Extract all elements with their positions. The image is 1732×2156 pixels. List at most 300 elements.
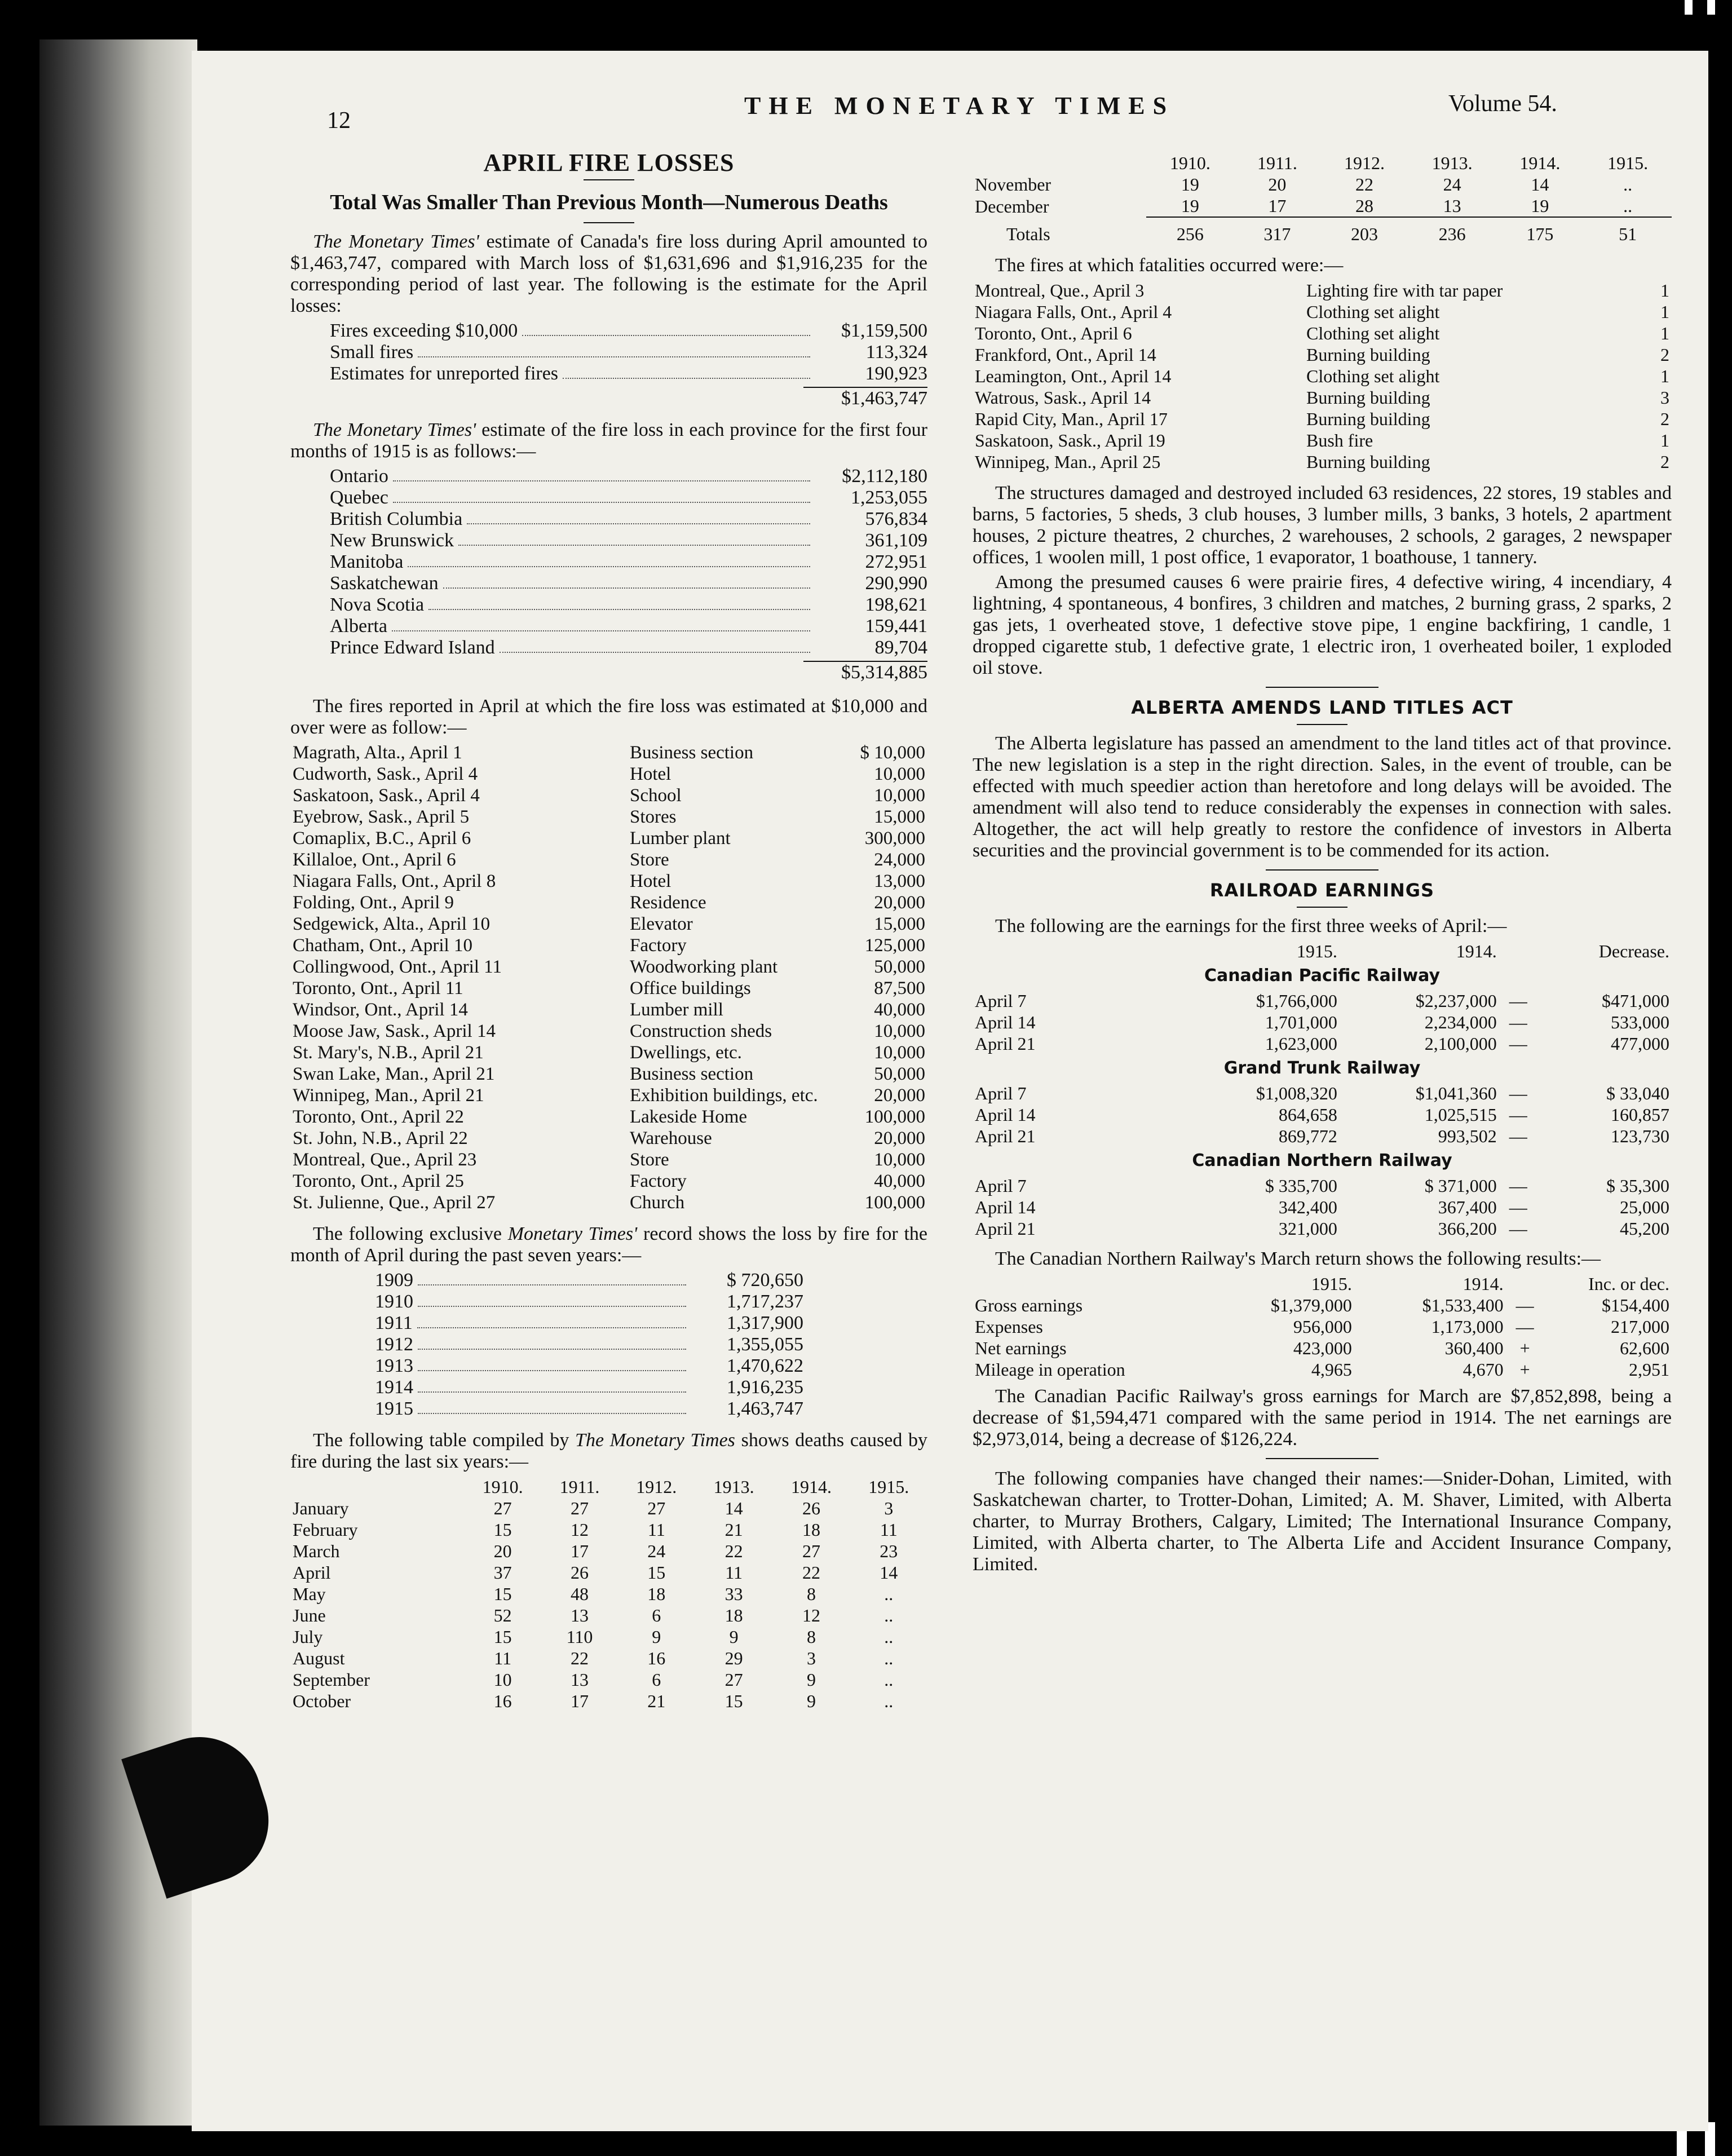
death-count: 10 xyxy=(493,1669,512,1690)
cnr-label: Expenses xyxy=(975,1316,1043,1337)
fire-loss: 125,000 xyxy=(864,935,925,956)
province-row xyxy=(330,487,927,509)
change-value: 477,000 xyxy=(1611,1033,1669,1054)
fire-type: Warehouse xyxy=(630,1128,712,1148)
record-row xyxy=(375,1334,803,1355)
change-value: 25,000 xyxy=(1620,1197,1669,1217)
earnings-1914: $ 371,000 xyxy=(1424,1176,1497,1196)
fire-type: Dwellings, etc. xyxy=(630,1042,742,1063)
divider xyxy=(1297,907,1347,908)
fire-type: Hotel xyxy=(630,871,671,891)
fatality-row xyxy=(973,301,1672,322)
fire-type: Exhibition buildings, etc. xyxy=(630,1085,818,1106)
death-count: 27 xyxy=(724,1669,743,1690)
deaths-row xyxy=(290,1540,927,1562)
death-count: .. xyxy=(1623,174,1633,195)
deaths-table-continued xyxy=(973,152,1672,245)
death-count: 12 xyxy=(802,1605,820,1625)
dot-leader xyxy=(393,487,810,503)
row-label: 1912 xyxy=(375,1334,413,1355)
year-header: 1915. xyxy=(868,1477,909,1497)
row-value: 190,923 xyxy=(865,363,927,384)
fatal-table xyxy=(973,280,1672,472)
railroad-table xyxy=(973,940,1672,1239)
fire-place: Montreal, Que., April 23 xyxy=(293,1150,477,1170)
year-header: 1910. xyxy=(1169,153,1210,173)
row-label: Ontario xyxy=(330,466,388,487)
fire-loss: 100,000 xyxy=(864,1192,925,1213)
fatality-place: Leamington, Ont., April 14 xyxy=(975,366,1172,386)
fire-row xyxy=(290,806,927,828)
fire-place: Chatham, Ont., April 10 xyxy=(293,935,472,956)
province-row xyxy=(330,616,927,637)
fire-place: Collingwood, Ont., April 11 xyxy=(293,957,502,977)
railway-name: Canadian Northern Railway xyxy=(1192,1151,1452,1170)
row-value: 576,834 xyxy=(865,509,927,529)
earnings-row xyxy=(973,1125,1672,1147)
estimate-row xyxy=(330,320,927,342)
earnings-row xyxy=(973,1033,1672,1054)
row-label: 1914 xyxy=(375,1377,413,1398)
death-count: 22 xyxy=(724,1541,743,1561)
dot-leader xyxy=(417,1313,686,1328)
fatality-row xyxy=(973,408,1672,430)
fire-loss: 10,000 xyxy=(874,1042,925,1063)
change-value: 123,730 xyxy=(1611,1126,1669,1146)
fire-place: Winnipeg, Man., April 21 xyxy=(293,1085,484,1106)
year-header: 1912. xyxy=(636,1477,677,1497)
fire-row xyxy=(290,763,927,785)
month-label: August xyxy=(293,1648,345,1668)
deaths-table xyxy=(290,1476,927,1712)
row-label: 1910 xyxy=(375,1291,413,1312)
earnings-row xyxy=(973,1083,1672,1104)
death-count: 6 xyxy=(652,1669,661,1690)
death-count: 24 xyxy=(1443,174,1461,195)
fatality-count: 1 xyxy=(1660,323,1669,343)
death-count: 21 xyxy=(724,1519,743,1540)
row-value: 198,621 xyxy=(865,594,927,615)
dot-leader xyxy=(393,466,810,481)
row-value: 1,463,747 xyxy=(727,1398,803,1419)
fire-row xyxy=(290,1170,927,1192)
record-row xyxy=(375,1398,803,1420)
fire-type: Elevator xyxy=(630,914,693,934)
change-sign: — xyxy=(1516,1316,1534,1337)
province-intro: The Monetary Times' estimate of the fire loss in each province for the first four months of 1915 is as follows:— xyxy=(290,419,927,462)
col-header: 1914. xyxy=(1456,941,1497,961)
cnr-row xyxy=(973,1359,1672,1380)
fatality-cause: Clothing set alight xyxy=(1306,302,1440,322)
row-value: 1,916,235 xyxy=(727,1377,803,1398)
fatality-cause: Burning building xyxy=(1306,452,1430,472)
row-label: Nova Scotia xyxy=(330,594,425,615)
fire-place: St. Julienne, Que., April 27 xyxy=(293,1192,496,1213)
fatality-place: Toronto, Ont., April 6 xyxy=(975,323,1132,343)
dot-leader xyxy=(418,1355,686,1371)
death-count: 24 xyxy=(647,1541,666,1561)
row-value: 361,109 xyxy=(865,530,927,551)
fatality-cause: Clothing set alight xyxy=(1306,366,1440,386)
estimate-row xyxy=(330,363,927,385)
dot-leader xyxy=(458,530,810,546)
death-count: 18 xyxy=(647,1584,666,1604)
fire-loss: 15,000 xyxy=(874,807,925,827)
row-label: New Brunswick xyxy=(330,530,454,551)
row-label: 1909 xyxy=(375,1270,413,1291)
fire-place: Comaplix, B.C., April 6 xyxy=(293,828,471,849)
fire-row xyxy=(290,1063,927,1085)
fire-loss: 300,000 xyxy=(864,828,925,849)
alberta-paragraph: The Alberta legislature has passed an amendment to the land titles act of that province. The new legislation is a step in the right direction. Sales, in the event of trouble, can be effected with much speedier action than heretofore and long delays will be avoided. The amendment will also tend to reduce considerably the expenses in connection with sales. Altogether, the act will help greatly to restore the confidence of investors in Alberta securities and the provincial government is to be commended for its action. xyxy=(973,733,1672,861)
death-count: 28 xyxy=(1355,196,1373,216)
death-count: 37 xyxy=(493,1562,512,1583)
death-count: 19 xyxy=(1181,196,1199,216)
total-count: 203 xyxy=(1320,217,1408,245)
row-value: $2,112,180 xyxy=(842,466,927,487)
fire-loss: 20,000 xyxy=(874,893,925,913)
record-row xyxy=(375,1291,803,1313)
death-count: 20 xyxy=(493,1541,512,1561)
deaths-row xyxy=(290,1647,927,1669)
month-label: April xyxy=(293,1562,331,1583)
death-count: 29 xyxy=(724,1648,743,1668)
fire-type: Hotel xyxy=(630,764,671,784)
death-count: 27 xyxy=(493,1498,512,1518)
causes-paragraph: Among the presumed causes 6 were prairie fires, 4 defective wiring, 4 incendiary, 4 lightning, 4 spontaneous, 4 bonfires, 3 children and matches, 2 burning grass, 2 sparks, 2 gas jets, 1 overheated stove, 1 defective stove pipe, 1 engine backfiring, 1 candle, 1 dropped cigarette stub, 1 defective grate, 1 electric iron, 1 overheated boiler, 1 exploded oil stove. xyxy=(973,572,1672,678)
province-list xyxy=(330,466,927,659)
change-value: 45,200 xyxy=(1620,1218,1669,1239)
row-value: 159,441 xyxy=(865,616,927,637)
record-row xyxy=(375,1355,803,1377)
fatality-row xyxy=(973,430,1672,451)
fatality-row xyxy=(973,387,1672,408)
article-subtitle: Total Was Smaller Than Previous Month—Numerous Deaths xyxy=(330,191,888,214)
fire-place: Swan Lake, Man., April 21 xyxy=(293,1064,495,1084)
death-count: 48 xyxy=(570,1584,589,1604)
earnings-1915: $ 335,700 xyxy=(1265,1176,1337,1196)
dot-leader xyxy=(500,637,810,653)
month-label: September xyxy=(293,1669,370,1690)
earnings-1914: $2,237,000 xyxy=(1415,991,1497,1011)
fatality-row xyxy=(973,451,1672,472)
death-count: 6 xyxy=(652,1605,661,1625)
cnr-label: Mileage in operation xyxy=(975,1359,1125,1380)
cnr-1914: 1,173,000 xyxy=(1431,1316,1504,1337)
row-label: 1911 xyxy=(375,1313,413,1333)
dot-leader xyxy=(418,1291,686,1307)
death-count: 15 xyxy=(493,1584,512,1604)
estimate-list xyxy=(330,320,927,385)
change-value: 2,951 xyxy=(1629,1359,1669,1380)
death-count: 16 xyxy=(647,1648,666,1668)
fire-row xyxy=(290,892,927,913)
divider xyxy=(1297,724,1347,725)
province-row xyxy=(330,637,927,659)
row-label: Quebec xyxy=(330,487,388,508)
fire-loss: 10,000 xyxy=(874,785,925,806)
fire-place: Toronto, Ont., April 25 xyxy=(293,1171,464,1191)
earnings-1915: $1,008,320 xyxy=(1256,1083,1337,1103)
fire-place: Saskatoon, Sask., April 4 xyxy=(293,785,480,806)
province-row xyxy=(330,466,927,487)
total-count: 51 xyxy=(1584,217,1672,245)
death-count: .. xyxy=(884,1584,894,1604)
dot-leader xyxy=(392,616,810,631)
death-count: 15 xyxy=(724,1691,743,1711)
cnr-row xyxy=(973,1295,1672,1316)
col-header: Decrease. xyxy=(1598,941,1669,961)
week-label: April 21 xyxy=(975,1033,1036,1054)
death-count: 26 xyxy=(570,1562,589,1583)
earnings-1914: 1,025,515 xyxy=(1424,1104,1497,1125)
death-count: 9 xyxy=(729,1627,739,1647)
deaths-row xyxy=(973,174,1672,195)
fatality-cause: Clothing set alight xyxy=(1306,323,1440,343)
dot-leader xyxy=(428,594,810,610)
fatality-place: Winnipeg, Man., April 25 xyxy=(975,452,1161,472)
fire-type: Store xyxy=(630,850,669,870)
dot-leader xyxy=(418,1270,686,1285)
fire-loss: 100,000 xyxy=(864,1107,925,1127)
change-sign: — xyxy=(1509,1012,1527,1032)
fire-type: Woodworking plant xyxy=(630,957,778,977)
change-value: $471,000 xyxy=(1602,991,1669,1011)
change-sign: — xyxy=(1509,1033,1527,1054)
death-count: 27 xyxy=(570,1498,589,1518)
record-row xyxy=(375,1313,803,1334)
death-count: 3 xyxy=(806,1648,816,1668)
death-count: 15 xyxy=(493,1627,512,1647)
death-count: 9 xyxy=(806,1691,816,1711)
change-value: $ 33,040 xyxy=(1606,1083,1669,1103)
cnr-1915: $1,379,000 xyxy=(1270,1295,1352,1315)
death-count: 18 xyxy=(802,1519,820,1540)
week-label: April 7 xyxy=(975,1083,1027,1103)
death-count: 11 xyxy=(647,1519,665,1540)
cpr-note: The Canadian Pacific Railway's gross earnings for March are $7,852,898, being a decrease of $1,594,471 compared with the same period in 1914. The net earnings are $2,973,014, being a decrease of $126,224. xyxy=(973,1386,1672,1450)
fire-type: Lumber plant xyxy=(630,828,731,849)
death-count: 20 xyxy=(1268,174,1287,195)
fire-row xyxy=(290,1106,927,1128)
death-count: 13 xyxy=(1443,196,1461,216)
row-label: British Columbia xyxy=(330,509,463,529)
fatality-cause: Bush fire xyxy=(1306,430,1373,450)
fire-row xyxy=(290,1020,927,1042)
fire-row xyxy=(290,1128,927,1149)
month-label: December xyxy=(975,196,1049,217)
death-count: 19 xyxy=(1531,196,1549,216)
total-count: 175 xyxy=(1496,217,1584,245)
death-count: 8 xyxy=(806,1584,816,1604)
death-count: 11 xyxy=(494,1648,512,1668)
earnings-1915: 869,772 xyxy=(1278,1126,1337,1146)
record-intro: The following exclusive Monetary Times' record shows the loss by fire for the month of April during the past seven years:— xyxy=(290,1223,927,1266)
fire-loss: 87,500 xyxy=(874,978,925,999)
fire-type: Lumber mill xyxy=(630,1000,723,1020)
death-count: 12 xyxy=(570,1519,589,1540)
fire-row xyxy=(290,1042,927,1063)
month-label: November xyxy=(975,174,1051,195)
death-count: 11 xyxy=(880,1519,898,1540)
fire-type: Lakeside Home xyxy=(630,1107,748,1127)
divider xyxy=(584,179,634,180)
death-count: .. xyxy=(884,1669,894,1690)
row-value: $1,159,500 xyxy=(841,320,927,341)
railway-group-header xyxy=(973,1054,1672,1083)
record-row xyxy=(375,1270,803,1291)
fire-place: Niagara Falls, Ont., April 8 xyxy=(293,871,496,891)
totals-label: Totals xyxy=(1006,223,1050,244)
fatality-count: 2 xyxy=(1660,344,1669,365)
alberta-title: ALBERTA AMENDS LAND TITLES ACT xyxy=(1131,697,1513,718)
dot-leader xyxy=(408,551,810,567)
article-title: APRIL FIRE LOSSES xyxy=(483,149,735,176)
death-count: .. xyxy=(884,1627,894,1647)
dot-leader xyxy=(443,573,810,589)
earnings-1914: 993,502 xyxy=(1438,1126,1497,1146)
fatality-count: 3 xyxy=(1660,387,1669,408)
cnr-1915: 956,000 xyxy=(1293,1316,1352,1337)
row-value: 290,990 xyxy=(865,573,927,594)
death-count: 13 xyxy=(570,1605,589,1625)
fire-loss: 40,000 xyxy=(874,1000,925,1020)
death-count: 19 xyxy=(1181,174,1199,195)
divider xyxy=(584,222,634,223)
deaths-row xyxy=(973,195,1672,217)
fire-place: Toronto, Ont., April 11 xyxy=(293,978,463,999)
dot-leader xyxy=(563,363,810,379)
fire-row xyxy=(290,1149,927,1170)
fatal-intro: The fires at which fatalities occurred were:— xyxy=(995,255,1344,276)
death-count: 17 xyxy=(570,1541,589,1561)
fire-type: Store xyxy=(630,1150,669,1170)
estimate-total: $1,463,747 xyxy=(841,388,927,409)
fire-place: Killaloe, Ont., April 6 xyxy=(293,850,456,870)
deaths-row xyxy=(290,1583,927,1605)
row-value: 113,324 xyxy=(865,342,927,363)
earnings-1915: 864,658 xyxy=(1278,1104,1337,1125)
fire-loss: 13,000 xyxy=(874,871,925,891)
fire-loss: 40,000 xyxy=(874,1171,925,1191)
year-header: 1914. xyxy=(790,1477,832,1497)
row-label: 1913 xyxy=(375,1355,413,1376)
change-sign: — xyxy=(1509,1104,1527,1125)
cnr-label: Gross earnings xyxy=(975,1295,1083,1315)
month-label: February xyxy=(293,1519,358,1540)
fire-place: Toronto, Ont., April 22 xyxy=(293,1107,464,1127)
death-count: 14 xyxy=(880,1562,898,1583)
change-sign: — xyxy=(1516,1295,1534,1315)
week-label: April 14 xyxy=(975,1012,1036,1032)
deaths-row xyxy=(290,1519,927,1540)
change-sign: — xyxy=(1509,1176,1527,1196)
fire-type: Factory xyxy=(630,1171,687,1191)
fire-loss: 10,000 xyxy=(874,1021,925,1041)
province-row xyxy=(330,594,927,616)
cnr-intro: The Canadian Northern Railway's March return shows the following results:— xyxy=(995,1248,1601,1269)
fire-loss: 10,000 xyxy=(874,1150,925,1170)
fire-row xyxy=(290,849,927,871)
row-label: Fires exceeding $10,000 xyxy=(330,320,518,341)
change-value: 160,857 xyxy=(1611,1104,1669,1125)
row-value: 89,704 xyxy=(874,637,927,658)
divider xyxy=(1266,1458,1378,1459)
death-count: 27 xyxy=(647,1498,666,1518)
estimate-row xyxy=(330,342,927,363)
month-label: March xyxy=(293,1541,340,1561)
death-count: 13 xyxy=(570,1669,589,1690)
fatality-count: 2 xyxy=(1660,409,1669,429)
deaths-row xyxy=(290,1497,927,1519)
deaths-intro: The following table compiled by The Monetary Times shows deaths caused by fire during the last six years:— xyxy=(290,1430,927,1472)
death-count: 23 xyxy=(880,1541,898,1561)
fire-type: School xyxy=(630,785,682,806)
fire-place: St. John, N.B., April 22 xyxy=(293,1128,468,1148)
intro-paragraph: The Monetary Times' estimate of Canada's fire loss during April amounted to $1,463,747, compared with March loss of $1,631,696 and $1,916,235 for the corresponding period of last year. The following is the estimate for the April losses: xyxy=(290,231,927,316)
fire-row xyxy=(290,978,927,999)
earnings-row xyxy=(973,1175,1672,1196)
row-label: Alberta xyxy=(330,616,387,637)
fire-loss: 50,000 xyxy=(874,1064,925,1084)
fire-loss: $ 10,000 xyxy=(860,743,925,763)
fire-row xyxy=(290,1192,927,1213)
record-row xyxy=(375,1377,803,1398)
name-changes-paragraph: The following companies have changed their names:—Snider-Dohan, Limited, with Saskatchewan charter, to Trotter-Dohan, Limited; A. M. Shaver, Limited, with Alberta charter, to Murray Brothers, Calgary, Limited; The International Insurance Company, Limited, with Alberta charter, to The Alberta Life and Accident Insurance Company, Limited. xyxy=(973,1468,1672,1575)
change-value: $154,400 xyxy=(1602,1295,1669,1315)
corner-mark xyxy=(1685,0,1693,15)
death-count: .. xyxy=(1623,196,1633,216)
fire-row xyxy=(290,999,927,1020)
fire-place: Sedgewick, Alta., April 10 xyxy=(293,914,491,934)
row-value: 1,717,237 xyxy=(727,1291,803,1312)
railroad-intro: The following are the earnings for the first three weeks of April:— xyxy=(995,916,1507,936)
col-header: 1915. xyxy=(1311,1274,1352,1294)
province-row xyxy=(330,551,927,573)
fire-row xyxy=(290,742,927,763)
fire-place: Folding, Ont., April 9 xyxy=(293,893,454,913)
earnings-1915: $1,766,000 xyxy=(1256,991,1337,1011)
row-value: 272,951 xyxy=(865,551,927,572)
change-sign: — xyxy=(1509,1126,1527,1146)
fire-loss: 50,000 xyxy=(874,957,925,977)
earnings-1915: 321,000 xyxy=(1278,1218,1337,1239)
row-value: 1,317,900 xyxy=(727,1313,803,1333)
change-sign: + xyxy=(1519,1359,1530,1380)
railway-name: Canadian Pacific Railway xyxy=(1204,966,1441,986)
fire-type: Stores xyxy=(630,807,677,827)
fire-place: Windsor, Ont., April 14 xyxy=(293,1000,468,1020)
cnr-1914: 360,400 xyxy=(1444,1338,1504,1358)
fatality-count: 2 xyxy=(1660,452,1669,472)
fires-intro: The fires reported in April at which the fire loss was estimated at $10,000 and over were as follow:— xyxy=(290,696,927,738)
fire-place: Magrath, Alta., April 1 xyxy=(293,743,462,763)
row-label: Small fires xyxy=(330,342,414,363)
death-count: 22 xyxy=(1355,174,1373,195)
change-value: 533,000 xyxy=(1611,1012,1669,1032)
week-label: April 7 xyxy=(975,991,1027,1011)
death-count: 110 xyxy=(566,1627,593,1647)
row-label: Saskatchewan xyxy=(330,573,439,594)
death-count: .. xyxy=(884,1691,894,1711)
deaths-row xyxy=(290,1562,927,1583)
earnings-row xyxy=(973,990,1672,1011)
death-count: .. xyxy=(884,1605,894,1625)
change-value: 62,600 xyxy=(1620,1338,1669,1358)
earnings-1914: 2,234,000 xyxy=(1424,1012,1497,1032)
death-count: 27 xyxy=(802,1541,820,1561)
fatality-cause: Lighting fire with tar paper xyxy=(1306,280,1503,301)
